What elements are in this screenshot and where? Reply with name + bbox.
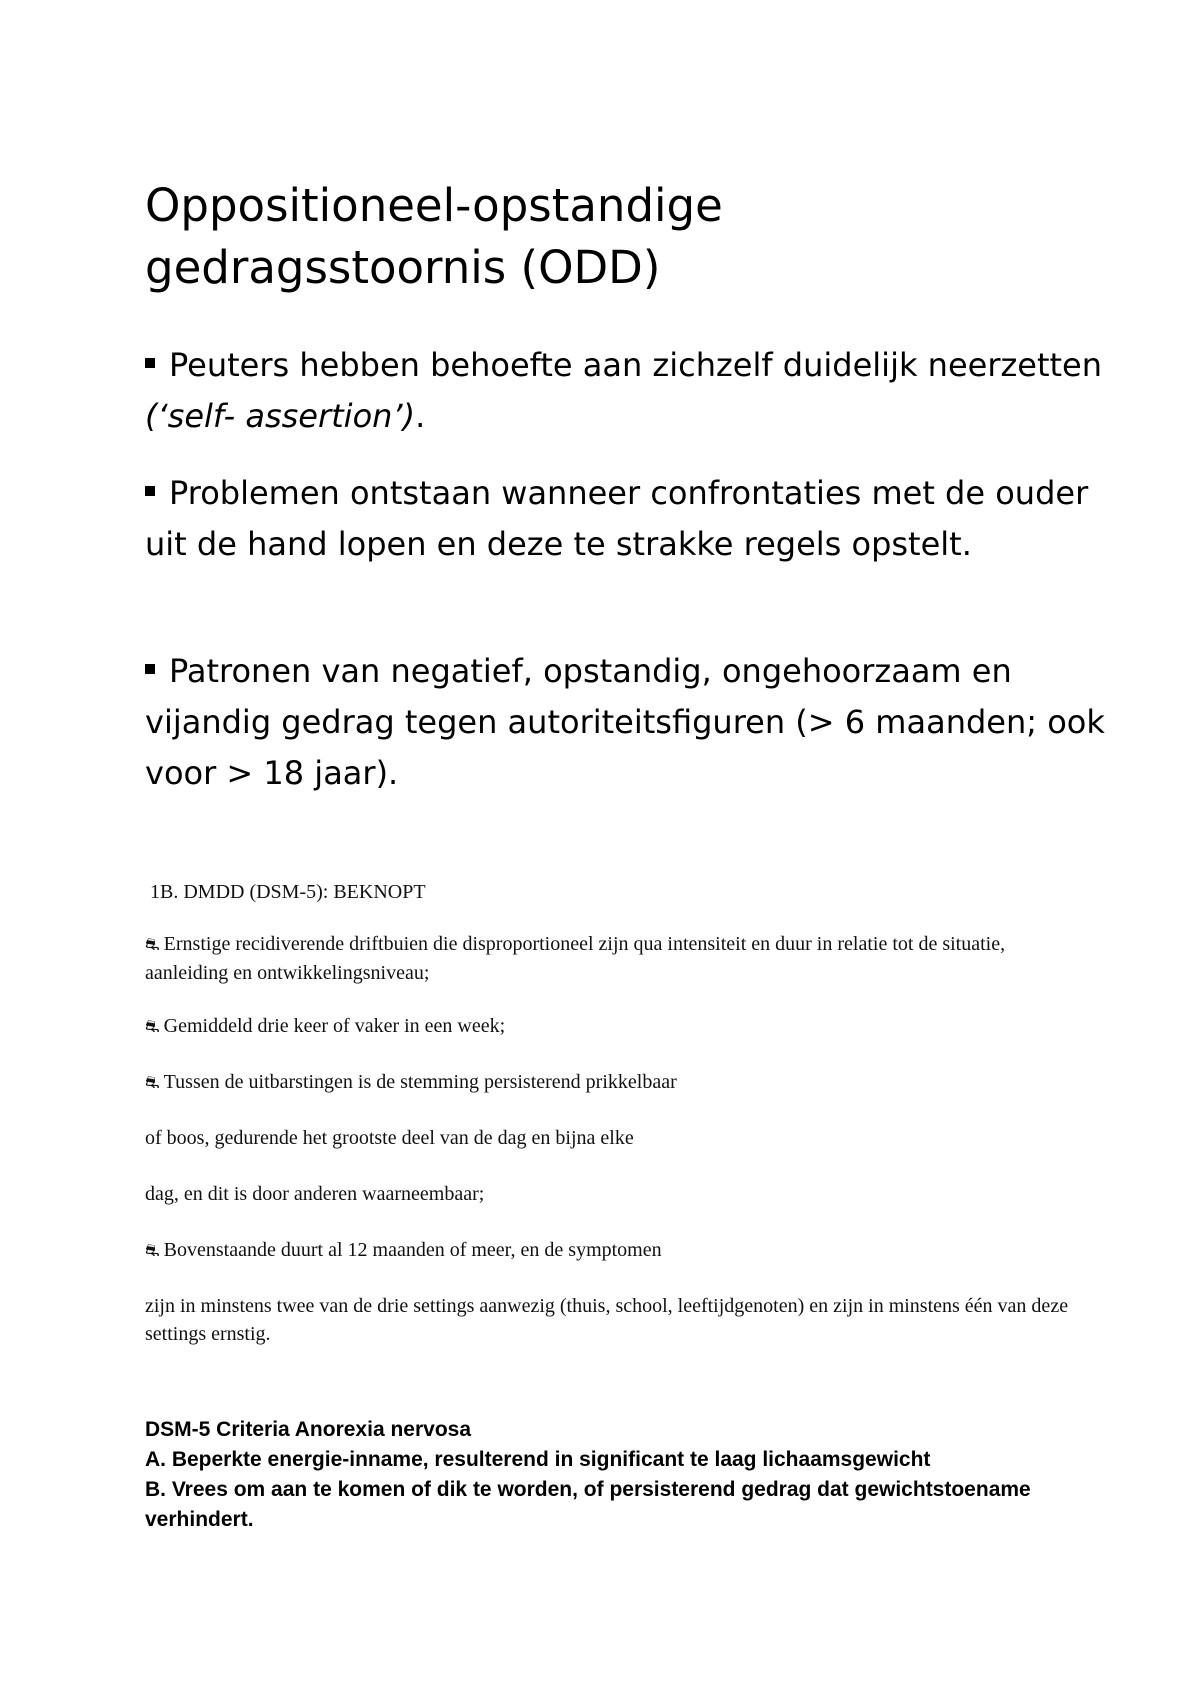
page-title [145,175,1085,299]
square-bullet-icon [145,486,155,496]
anorexia-criteria [145,1415,1095,1535]
dmdd-continuation-3: zijn in minstens twee van de drie settings aanwezig (thuis, school, leeftijdgenoten) en zijn in minstens één van deze settings ernstig. [145,1295,1069,1345]
dmdd-continuation-2: dag, en dit is door anderen waarneembaar; [145,1183,485,1205]
dmdd-item-text: Bovenstaande duurt al 12 maanden of meer, en de symptomen [163,1239,662,1261]
bullet-text: Peuters hebben behoefte aan zichzelf duidelijk neerzetten [169,346,1103,384]
anorexia-criterion-b: B. Vrees om aan te komen of dik te worden, of persisterend gedrag dat gewichtstoename verhindert. [145,1478,1031,1531]
dmdd-item-3 [145,1068,1085,1097]
bullet-text: Patronen van negatief, opstandig, ongehoorzaam en vijandig gedrag tegen autoriteitsfiguren (> 6 maanden; ook voor > 18 jaar). [145,652,1105,792]
square-bullet-icon [145,358,155,368]
bullet-italic-text: (‘self- assertion’) [145,397,416,435]
dmdd-item-1 [145,930,1085,987]
bullet-patterns [145,646,1105,799]
anorexia-criterion-a: A. Beperkte energie-inname, resulterend in significant te laag lichaamsgewicht [145,1448,931,1471]
hat-icon: ⛐ [145,935,160,954]
hat-icon: ⛐ [145,1017,160,1036]
bullet-text: Problemen ontstaan wanneer confrontaties met de ouder uit de hand lopen en deze te strakke regels opstelt. [145,474,1089,563]
dmdd-item-2 [145,1012,1085,1041]
hat-icon: ⛐ [145,1073,160,1092]
hat-icon: ⛐ [145,1241,160,1260]
dmdd-item-text: Ernstige recidiverende driftbuien die disproportioneel zijn qua intensiteit en duur in relatie tot de situatie, aanleiding en ontwikkelingsniveau; [145,933,1006,984]
dmdd-continuation-1: of boos, gedurende het grootste deel van de dag en bijna elke [145,1127,634,1149]
title-line-1: Oppositioneel-opstandige [145,179,723,232]
dmdd-item-text: Tussen de uitbarstingen is de stemming persisterend prikkelbaar [163,1071,677,1093]
bullet-punctuation: . [415,397,426,435]
anorexia-heading: DSM-5 Criteria Anorexia nervosa [145,1418,472,1441]
square-bullet-icon [145,664,155,674]
dmdd-item-text: Gemiddeld drie keer of vaker in een week; [163,1015,506,1037]
dmdd-item-4 [145,1236,1085,1265]
bullet-self-assertion [145,340,1105,442]
title-line-2: gedragsstoornis (ODD) [145,241,661,294]
bullet-confrontations [145,468,1105,570]
dmdd-heading: 1B. DMDD (DSM-5): BEKNOPT [150,881,426,903]
